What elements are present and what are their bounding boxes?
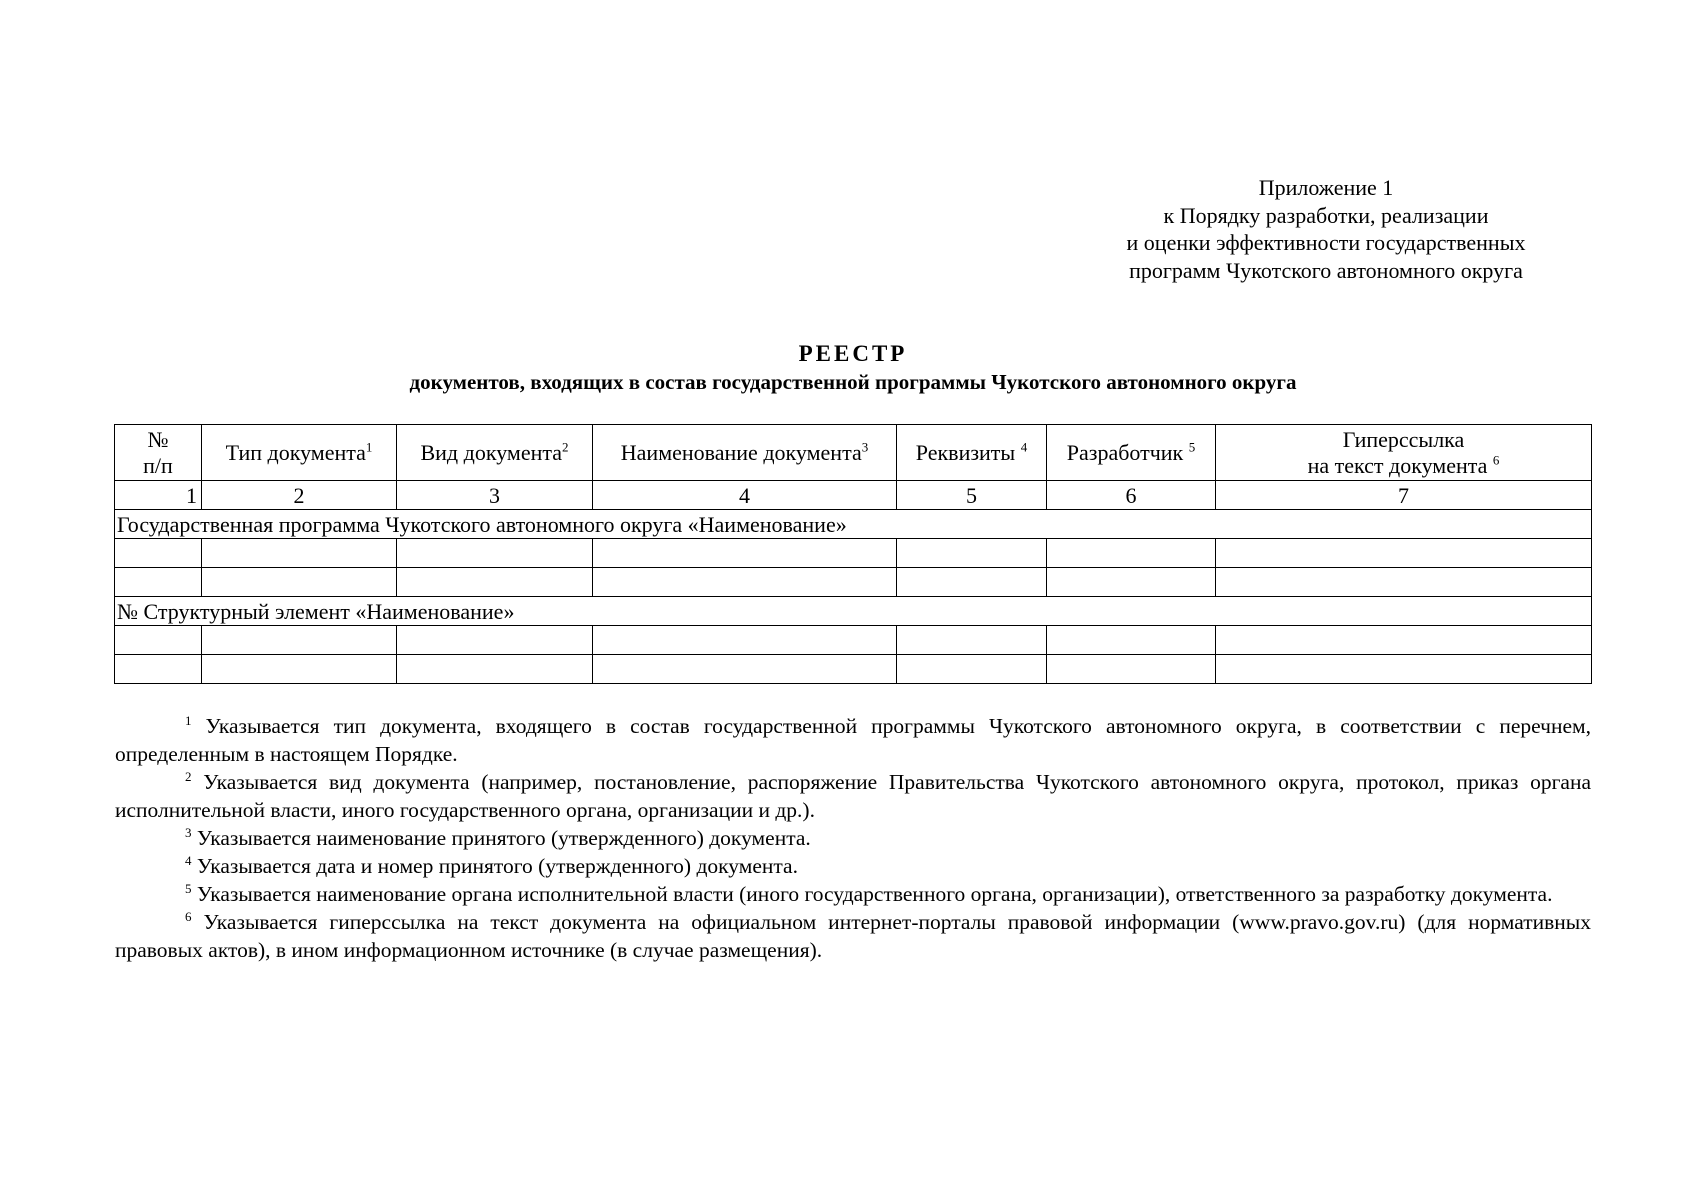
header-doc-kind-footnote: 2 bbox=[562, 439, 569, 455]
empty-cell[interactable] bbox=[115, 539, 202, 568]
header-doc-type bbox=[202, 425, 397, 481]
empty-cell[interactable] bbox=[593, 568, 897, 597]
empty-cell[interactable] bbox=[115, 568, 202, 597]
column-number-4: 4 bbox=[593, 481, 897, 510]
footnote-6 bbox=[115, 908, 1591, 964]
column-number-row bbox=[115, 481, 1592, 510]
column-number-1: 1 bbox=[115, 481, 202, 510]
empty-cell[interactable] bbox=[115, 626, 202, 655]
footnote-5 bbox=[115, 880, 1591, 908]
header-developer-label: Разработчик bbox=[1066, 439, 1189, 465]
header-doc-name-label: Наименование документа bbox=[620, 439, 862, 465]
empty-cell[interactable] bbox=[397, 539, 593, 568]
footnote-4-text: Указывается дата и номер принятого (утвержденного) документа. bbox=[191, 854, 798, 878]
section-element-title: № Структурный элемент «Наименование» bbox=[115, 597, 1592, 626]
empty-cell[interactable] bbox=[593, 539, 897, 568]
empty-cell[interactable] bbox=[593, 626, 897, 655]
column-number-2: 2 bbox=[202, 481, 397, 510]
empty-cell[interactable] bbox=[1047, 655, 1216, 684]
header-doc-name bbox=[593, 425, 897, 481]
document-subtitle: документов, входящих в состав государственной программы Чукотского автономного округа bbox=[409, 370, 1297, 394]
header-doc-kind bbox=[397, 425, 593, 481]
empty-cell[interactable] bbox=[202, 655, 397, 684]
footnote-4-marker: 4 bbox=[185, 852, 192, 868]
header-doc-type-label: Тип документа bbox=[225, 439, 366, 465]
header-developer-footnote: 5 bbox=[1188, 439, 1196, 455]
footnote-3-marker: 3 bbox=[185, 824, 192, 840]
empty-cell[interactable] bbox=[1047, 539, 1216, 568]
header-developer bbox=[1047, 425, 1216, 481]
section-program-title: Государственная программа Чукотского автономного округа «Наименование» bbox=[115, 510, 1592, 539]
table-header-row bbox=[115, 425, 1592, 481]
footnote-4 bbox=[115, 852, 1591, 880]
footnote-2-marker: 2 bbox=[185, 768, 192, 784]
empty-cell[interactable] bbox=[397, 568, 593, 597]
footnote-2 bbox=[115, 768, 1591, 824]
empty-cell[interactable] bbox=[593, 655, 897, 684]
empty-cell[interactable] bbox=[1047, 626, 1216, 655]
header-hyperlink-footnote: 6 bbox=[1492, 452, 1500, 468]
empty-cell[interactable] bbox=[897, 539, 1047, 568]
footnote-2-text: Указывается вид документа (например, постановление, распоряжение Правительства Чукотского автономного округа, протокол, приказ органа исполнительной власти, иного государственного органа, организации и др.). bbox=[115, 770, 1591, 822]
header-doc-kind-label: Вид документа bbox=[420, 439, 563, 465]
header-hyperlink bbox=[1216, 425, 1592, 481]
empty-cell[interactable] bbox=[1216, 655, 1592, 684]
empty-cell[interactable] bbox=[897, 568, 1047, 597]
document-title: РЕЕСТР bbox=[798, 341, 908, 366]
header-requisites bbox=[897, 425, 1047, 481]
table-row bbox=[115, 626, 1592, 655]
empty-cell[interactable] bbox=[202, 539, 397, 568]
empty-cell[interactable] bbox=[897, 655, 1047, 684]
empty-cell[interactable] bbox=[397, 655, 593, 684]
empty-cell[interactable] bbox=[1216, 539, 1592, 568]
header-number-line1: № bbox=[147, 426, 169, 452]
table-row bbox=[115, 568, 1592, 597]
header-doc-type-footnote: 1 bbox=[365, 439, 373, 455]
column-number-5: 5 bbox=[897, 481, 1047, 510]
empty-cell[interactable] bbox=[1216, 568, 1592, 597]
registry-table bbox=[114, 424, 1592, 684]
empty-cell[interactable] bbox=[115, 655, 202, 684]
empty-cell[interactable] bbox=[1216, 626, 1592, 655]
header-requisites-footnote: 4 bbox=[1020, 439, 1028, 455]
appendix-line-2: к Порядку разработки, реализации bbox=[1163, 202, 1489, 228]
empty-cell[interactable] bbox=[202, 626, 397, 655]
column-number-7: 7 bbox=[1216, 481, 1592, 510]
table-row bbox=[115, 655, 1592, 684]
header-number-line2: п/п bbox=[143, 452, 173, 478]
header-number bbox=[115, 425, 202, 481]
footnote-1 bbox=[115, 712, 1591, 768]
empty-cell[interactable] bbox=[897, 626, 1047, 655]
appendix-header bbox=[1100, 174, 1552, 284]
header-doc-name-footnote: 3 bbox=[861, 439, 869, 455]
header-requisites-label: Реквизиты bbox=[915, 439, 1021, 465]
appendix-line-3: и оценки эффективности государственных bbox=[1126, 230, 1526, 255]
header-hyperlink-label: на текст документа bbox=[1307, 452, 1493, 478]
appendix-line-1: Приложение 1 bbox=[1258, 175, 1394, 200]
footnote-3-text: Указывается наименование принятого (утвержденного) документа. bbox=[191, 826, 811, 850]
empty-cell[interactable] bbox=[202, 568, 397, 597]
footnote-1-text: Указывается тип документа, входящего в состав государственной программы Чукотского автономного округа, в соответствии с перечнем, определенным в настоящем Порядке. bbox=[115, 714, 1591, 766]
footnote-6-text: Указывается гиперссылка на текст документа на официальном интернет-порталы правовой информации (www.pravo.gov.ru) (для нормативных правовых актов), в ином информационном источнике (в случае размещения). bbox=[115, 910, 1591, 962]
empty-cell[interactable] bbox=[397, 626, 593, 655]
footnote-5-text: Указывается наименование органа исполнительной власти (иного государственного органа, организации), ответственного за разработку документа. bbox=[191, 882, 1553, 906]
table-row bbox=[115, 539, 1592, 568]
footnote-5-marker: 5 bbox=[185, 880, 192, 896]
footnote-1-marker: 1 bbox=[185, 712, 192, 728]
header-hyperlink-line2 bbox=[1220, 453, 1587, 479]
section-program-row bbox=[115, 510, 1592, 539]
footnote-3 bbox=[115, 824, 1591, 852]
section-element-row bbox=[115, 597, 1592, 626]
footnote-6-marker: 6 bbox=[185, 908, 192, 924]
header-hyperlink-line1: Гиперссылка bbox=[1342, 426, 1465, 452]
footnotes bbox=[115, 712, 1591, 964]
appendix-line-4: программ Чукотского автономного округа bbox=[1129, 257, 1523, 283]
column-number-3: 3 bbox=[397, 481, 593, 510]
column-number-6: 6 bbox=[1047, 481, 1216, 510]
empty-cell[interactable] bbox=[1047, 568, 1216, 597]
